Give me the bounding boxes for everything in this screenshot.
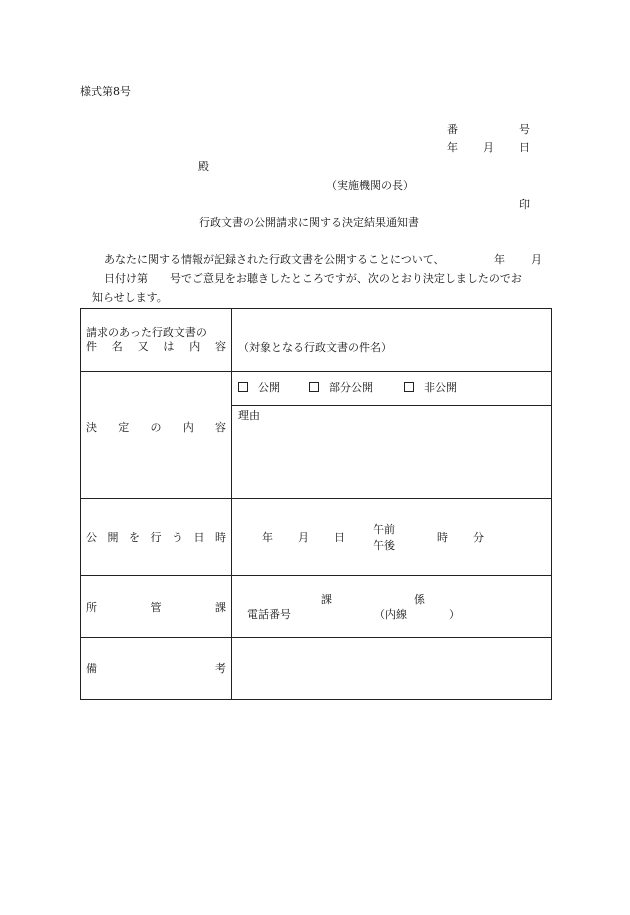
datetime-minute: 分	[473, 531, 484, 544]
option-non-disclose[interactable]	[404, 381, 457, 395]
row-label-disclosure-datetime: 公 開 を 行 う 日 時	[86, 531, 226, 544]
body-line-1-year: 年	[494, 253, 505, 266]
datetime-hour: 時	[437, 531, 448, 544]
date-month: 月	[483, 141, 494, 154]
checkbox-icon[interactable]	[309, 382, 319, 392]
document-name-placeholder: （対象となる行政文書の件名）	[238, 341, 392, 354]
body-line-2: 日付け第 号でご意見をお聴きしたところですが、次のとおり決定しましたのでお	[104, 272, 522, 285]
option-non-disclose-label: 非公開	[424, 381, 457, 394]
option-disclose-label: 公開	[258, 381, 280, 394]
extension-label: （内線	[374, 608, 407, 621]
option-partial-disclose[interactable]	[309, 381, 373, 395]
datetime-pm: 午後	[373, 539, 395, 552]
addressee-suffix: 殿	[198, 160, 209, 173]
phone-label: 電話番号	[247, 608, 291, 621]
row-label-document-line2: 件 名 又 は 内 容	[86, 340, 226, 353]
datetime-year: 年	[262, 531, 273, 544]
reference-go: 号	[519, 123, 530, 136]
checkbox-icon[interactable]	[404, 382, 414, 392]
option-partial-disclose-label: 部分公開	[329, 381, 373, 394]
date-year: 年	[447, 141, 458, 154]
datetime-day: 日	[334, 531, 345, 544]
document-title: 行政文書の公開請求に関する決定結果通知書	[199, 216, 419, 229]
row-divider	[81, 498, 551, 499]
row-divider	[81, 575, 551, 576]
body-line-3: 知らせします。	[92, 291, 168, 304]
datetime-month: 月	[298, 531, 309, 544]
department-subsection: 係	[414, 593, 425, 606]
row-label-department: 所 管 課	[86, 601, 226, 614]
form-number: 様式第8号	[80, 85, 131, 98]
seal: 印	[519, 198, 530, 211]
checkbox-icon[interactable]	[238, 382, 248, 392]
row-label-decision: 決 定 の 内 容	[86, 421, 226, 434]
column-divider	[231, 309, 232, 699]
row-divider-options	[231, 405, 551, 406]
row-label-document: 請求のあった行政文書の	[86, 326, 207, 339]
extension-close: ）	[449, 608, 460, 621]
decision-table	[80, 308, 552, 700]
datetime-am: 午前	[373, 523, 395, 536]
row-label-remarks: 備 考	[86, 662, 226, 675]
department-section: 課	[321, 593, 332, 606]
reason-label: 理由	[238, 409, 260, 422]
body-line-1: あなたに関する情報が記録された行政文書を公開することについて、	[104, 253, 445, 266]
date-day: 日	[519, 141, 530, 154]
issuer: （実施機関の長）	[326, 179, 414, 192]
row-divider	[81, 371, 551, 372]
row-divider	[81, 637, 551, 638]
option-disclose[interactable]	[238, 381, 280, 395]
reference-ban: 番	[447, 123, 458, 136]
body-line-1-month: 月	[531, 253, 542, 266]
